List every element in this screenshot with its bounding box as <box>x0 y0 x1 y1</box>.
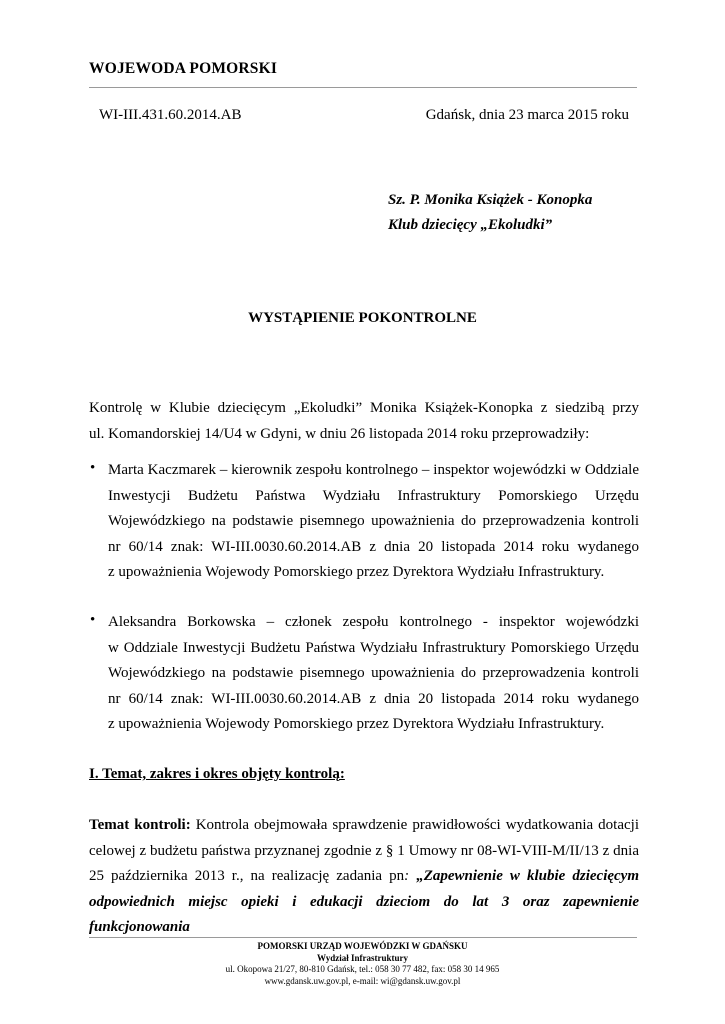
text-line: nr 60/14 znak: WI-III.0030.60.2014.AB z dnia 20 listopada 2014 roku wydanego <box>108 690 639 707</box>
task-name: „Zapewnienie w klubie dziecięcym <box>416 868 639 884</box>
section-heading: I. Temat, zakres i okres objęty kontrolą: <box>89 766 345 782</box>
text-line: z upoważnienia Wojewody Pomorskiego przez Dyrektora Wydziału Infrastruktury. <box>108 716 605 732</box>
text-line: celowej z budżetu państwa przyznanej zgodnie z § 1 Umowy nr 08-WI-VIII-M/II/13 z dnia <box>89 842 639 859</box>
addressee-name: Sz. P. Monika Książek - Konopka <box>388 192 593 208</box>
footer-office: POMORSKI URZĄD WOJEWÓDZKI W GDAŃSKU <box>257 941 468 951</box>
text-line: Wojewódzkiego na podstawie pisemnego upoważnienia do przeprowadzenia kontroli <box>108 513 639 529</box>
topic-text: 25 października 2013 r., na realizację zadania pn <box>89 868 405 884</box>
topic-text: Kontrola obejmowała sprawdzenie prawidłowości wydatkowania dotacji <box>195 817 639 833</box>
text-line: Aleksandra Borkowska – członek zespołu kontrolnego - inspektor wojewódzki <box>108 614 639 630</box>
footer-address: ul. Okopowa 21/27, 80-810 Gdańsk, tel.: 058 30 77 482, fax: 058 30 14 965 <box>225 964 500 974</box>
footer-contact: www.gdansk.uw.gov.pl, e-mail: wi@gdansk.uw.gov.pl <box>264 975 461 986</box>
topic-paragraph <box>89 813 639 941</box>
text-line <box>89 813 639 839</box>
text-line: Kontrolę w Klubie dziecięcym „Ekoludki” Monika Książek-Konopka z siedzibą przy <box>89 400 639 416</box>
inspector-item <box>108 458 639 586</box>
topic-label: Temat kontroli: <box>89 817 191 833</box>
addressee-organization: Klub dziecięcy „Ekoludki” <box>388 217 553 233</box>
task-name: odpowiednich miejsc opieki i edukacji dzieciom do lat 3 oraz zapewnienie funkcjonowania <box>89 893 639 935</box>
bullet-icon: • <box>90 612 96 628</box>
text-line <box>89 864 639 890</box>
header-divider <box>89 87 637 88</box>
intro-paragraph <box>89 396 639 447</box>
reference-number: WI-III.431.60.2014.AB <box>99 107 242 123</box>
text-line: Inwestycji Budżetu Państwa Wydziału Infrastruktury Pomorskiego Urzędu <box>108 487 639 504</box>
bullet-icon: • <box>90 460 96 476</box>
text-line: Marta Kaczmarek – kierownik zespołu kontrolnego – inspektor wojewódzki w Oddziale <box>108 462 639 478</box>
text-line: Wojewódzkiego na podstawie pisemnego upoważnienia do przeprowadzenia kontroli <box>108 665 639 681</box>
document-date: Gdańsk, dnia 23 marca 2015 roku <box>425 107 629 123</box>
topic-colon: : <box>404 868 410 884</box>
text-line: w Oddziale Inwestycji Budżetu Państwa Wydziału Infrastruktury Pomorskiego Urzędu <box>108 639 639 656</box>
text-line: z upoważnienia Wojewody Pomorskiego przez Dyrektora Wydziału Infrastruktury. <box>108 564 605 580</box>
text-line: nr 60/14 znak: WI-III.0030.60.2014.AB z dnia 20 listopada 2014 roku wydanego <box>108 538 639 555</box>
footer-department: Wydział Infrastruktury <box>317 952 408 963</box>
footer <box>0 941 725 987</box>
text-line: ul. Komandorskiej 14/U4 w Gdyni, w dniu 26 listopada 2014 roku przeprowadziły: <box>89 425 590 442</box>
footer-divider <box>89 937 637 938</box>
issuing-authority: WOJEWODA POMORSKI <box>89 60 278 77</box>
text-line <box>89 890 639 941</box>
inspector-item <box>108 610 639 738</box>
document-title: WYSTĄPIENIE POKONTROLNE <box>248 310 477 326</box>
